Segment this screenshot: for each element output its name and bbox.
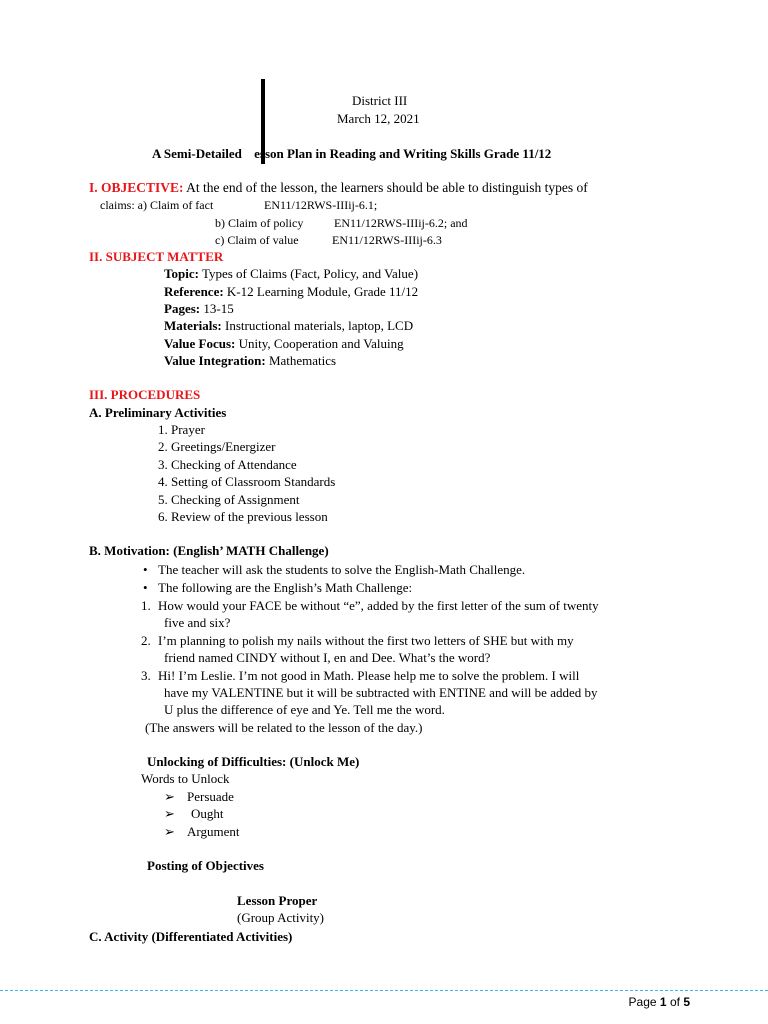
answers-note: (The answers will be related to the lesson of the day.) — [145, 720, 423, 735]
motivation-bullet: The following are the English’s Math Challenge: — [158, 580, 413, 595]
question-3-line: have my VALENTINE but it will be subtracted with ENTINE and will be added by — [164, 685, 598, 700]
reference-line: Reference: K-12 Learning Module, Grade 11/12 — [164, 284, 419, 299]
posting-objectives-heading: Posting of Objectives — [147, 858, 264, 873]
preliminary-item: 2. Greetings/Energizer — [158, 439, 276, 454]
arrow-bullet-icon: ➢ — [164, 789, 175, 804]
bullet-icon: • — [143, 562, 148, 577]
question-number: 1. — [141, 598, 151, 613]
materials-line: Materials: Instructional materials, laptop, LCD — [164, 318, 414, 333]
page-indicator: Page 1 of 5 — [628, 995, 690, 1009]
question-number: 2. — [141, 633, 151, 648]
unlocking-heading: Unlocking of Difficulties: (Unlock Me) — [147, 754, 360, 769]
preliminary-item: 1. Prayer — [158, 422, 205, 437]
value-integration-line: Value Integration: Mathematics — [164, 353, 337, 368]
unlock-word: Persuade — [187, 789, 234, 804]
preliminary-heading: A. Preliminary Activities — [89, 405, 227, 420]
preliminary-item: 6. Review of the previous lesson — [158, 509, 328, 524]
question-2-line: I’m planning to polish my nails without the first two letters of SHE but with my — [158, 633, 574, 648]
activity-heading: C. Activity (Differentiated Activities) — [89, 929, 293, 944]
words-to-unlock-label: Words to Unlock — [141, 771, 230, 786]
question-1-line: How would your FACE be without “e”, added by the first letter of the sum of twenty — [158, 598, 599, 613]
value-focus-line: Value Focus: Unity, Cooperation and Valuing — [164, 336, 404, 351]
page-divider — [0, 990, 768, 991]
pages-line: Pages: 13-15 — [164, 301, 234, 316]
question-3-line: Hi! I’m Leslie. I’m not good in Math. Please help me to solve the problem. I will — [158, 668, 580, 683]
question-1-line: five and six? — [164, 615, 231, 630]
document-title: A Semi-Detailed esson Plan in Reading and Writing Skills Grade 11/12 — [152, 146, 552, 161]
objective-claim-value: c) Claim of value EN11/12RWS-IIIij-6.3 — [215, 233, 442, 247]
bullet-icon: • — [143, 580, 148, 595]
subject-matter-heading: II. SUBJECT MATTER — [89, 249, 224, 264]
date-line: March 12, 2021 — [337, 111, 420, 126]
procedures-heading: III. PROCEDURES — [89, 387, 201, 402]
motivation-bullet: The teacher will ask the students to solve the English-Math Challenge. — [158, 562, 526, 577]
question-number: 3. — [141, 668, 151, 683]
question-3-line: U plus the difference of eye and Ye. Tell me the word. — [164, 702, 445, 717]
objective-claim-policy: b) Claim of policy EN11/12RWS-IIIij-6.2; and — [215, 216, 468, 230]
arrow-bullet-icon: ➢ — [164, 806, 175, 821]
objective-claim-fact: claims: a) Claim of fact EN11/12RWS-IIIij-6.1; — [100, 198, 378, 212]
unlock-word: Argument — [187, 824, 240, 839]
group-activity-label: (Group Activity) — [237, 910, 325, 925]
preliminary-item: 5. Checking of Assignment — [158, 492, 300, 507]
question-2-line: friend named CINDY without I, en and Dee. What’s the word? — [164, 650, 491, 665]
motivation-heading: B. Motivation: (English’ MATH Challenge) — [89, 543, 329, 558]
arrow-bullet-icon: ➢ — [164, 824, 175, 839]
preliminary-item: 4. Setting of Classroom Standards — [158, 474, 336, 489]
unlock-word: Ought — [191, 806, 224, 821]
district-line: District III — [352, 93, 408, 108]
preliminary-item: 3. Checking of Attendance — [158, 457, 297, 472]
topic-line: Topic: Types of Claims (Fact, Policy, and Value) — [164, 266, 419, 281]
objective-heading-line: I. OBJECTIVE: At the end of the lesson, the learners should be able to distinguish types of — [89, 180, 588, 195]
lesson-proper-heading: Lesson Proper — [237, 893, 318, 908]
